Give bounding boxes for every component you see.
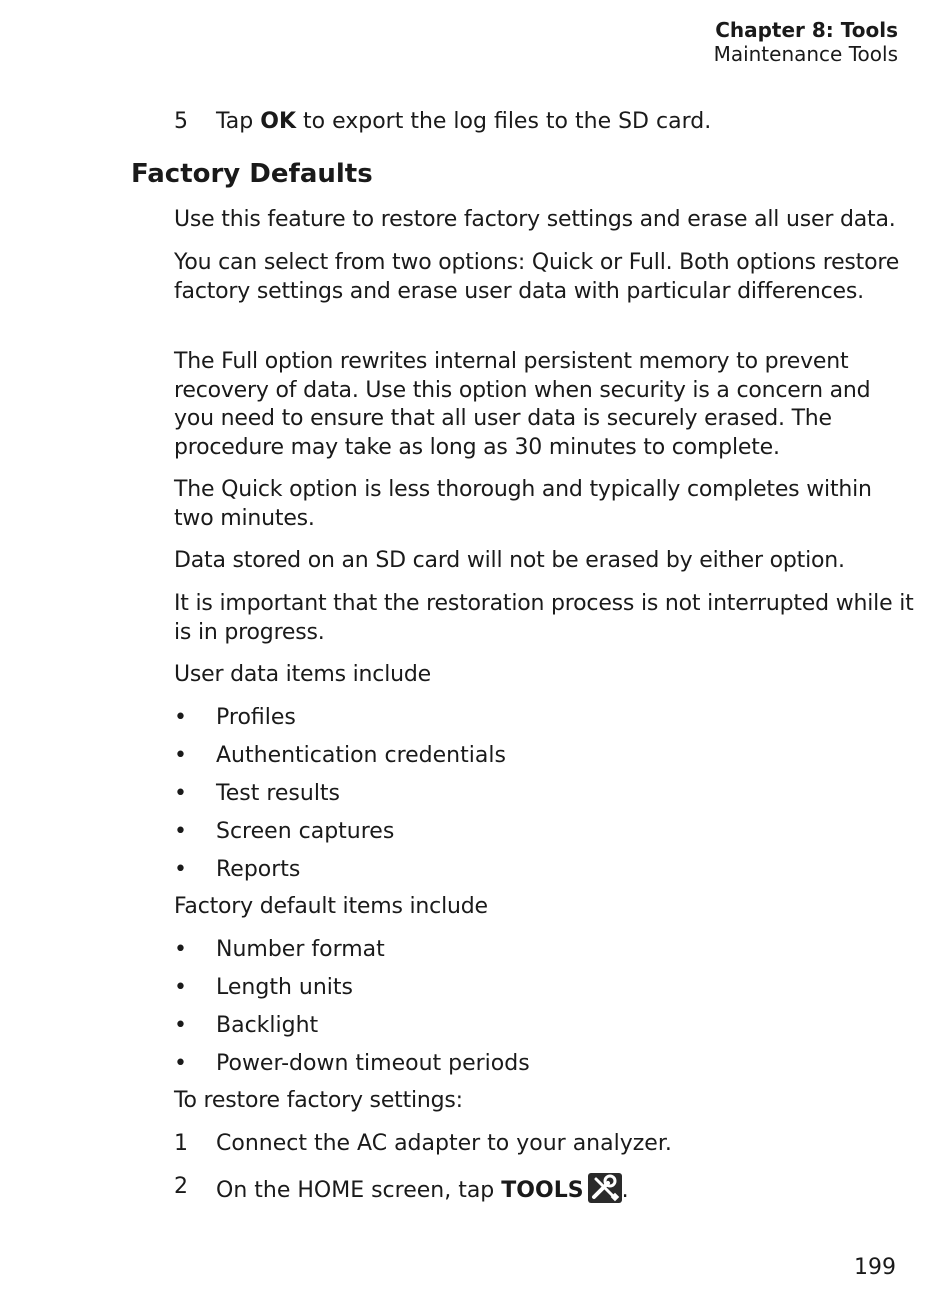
list-item: Power-down timeout periods	[216, 1051, 530, 1076]
list-item: Number format	[216, 937, 385, 962]
step-number: 2	[174, 1174, 188, 1199]
list-item: Reports	[216, 857, 301, 882]
bullet: •	[174, 743, 187, 768]
step-5-text: Tap OK to export the log files to the SD card.	[216, 109, 712, 134]
bullet: •	[174, 819, 187, 844]
section-subtitle: Maintenance Tools	[713, 42, 898, 66]
paragraph: Data stored on an SD card will not be erased by either option.	[174, 548, 845, 573]
list-item: Backlight	[216, 1013, 319, 1038]
section-heading: Factory Defaults	[131, 159, 373, 189]
step-1-text: Connect the AC adapter to your analyzer.	[216, 1131, 672, 1156]
list-item: Test results	[216, 781, 341, 806]
paragraph: You can select from two options: Quick or Full. Both options restore factory settings and erase user data with particular differences.	[174, 250, 900, 304]
paragraph: The Quick option is less thorough and typically completes within two minutes.	[174, 477, 872, 531]
paragraph: The Full option rewrites internal persistent memory to prevent recovery of data. Use this option when security is a concern and you need to ensure that all user data is securely erased. The procedure may take as long as 30 minutes to complete.	[174, 349, 871, 460]
step-number: 5	[174, 109, 188, 134]
bullet: •	[174, 975, 187, 1000]
tools-icon	[588, 1173, 622, 1203]
page-number: 199	[854, 1255, 896, 1280]
bullet: •	[174, 705, 187, 730]
bullet: •	[174, 1013, 187, 1038]
bullet: •	[174, 937, 187, 962]
bullet: •	[174, 781, 187, 806]
step-number: 1	[174, 1131, 188, 1156]
list-item: Authentication credentials	[216, 743, 506, 768]
list-item: Length units	[216, 975, 353, 1000]
list-item: Screen captures	[216, 819, 395, 844]
paragraph: It is important that the restoration process is not interrupted while it is in progress.	[174, 591, 914, 645]
paragraph: User data items include	[174, 662, 431, 687]
paragraph: Use this feature to restore factory settings and erase all user data.	[174, 207, 896, 232]
page-header	[714, 18, 898, 66]
paragraph: Factory default items include	[174, 894, 488, 919]
bullet: •	[174, 857, 187, 882]
step-2-text: On the HOME screen, tap TOOLS .	[216, 1173, 629, 1205]
list-item: Profiles	[216, 705, 296, 730]
chapter-title: Chapter 8: Tools	[715, 18, 898, 42]
bullet: •	[174, 1051, 187, 1076]
paragraph: To restore factory settings:	[174, 1088, 463, 1113]
